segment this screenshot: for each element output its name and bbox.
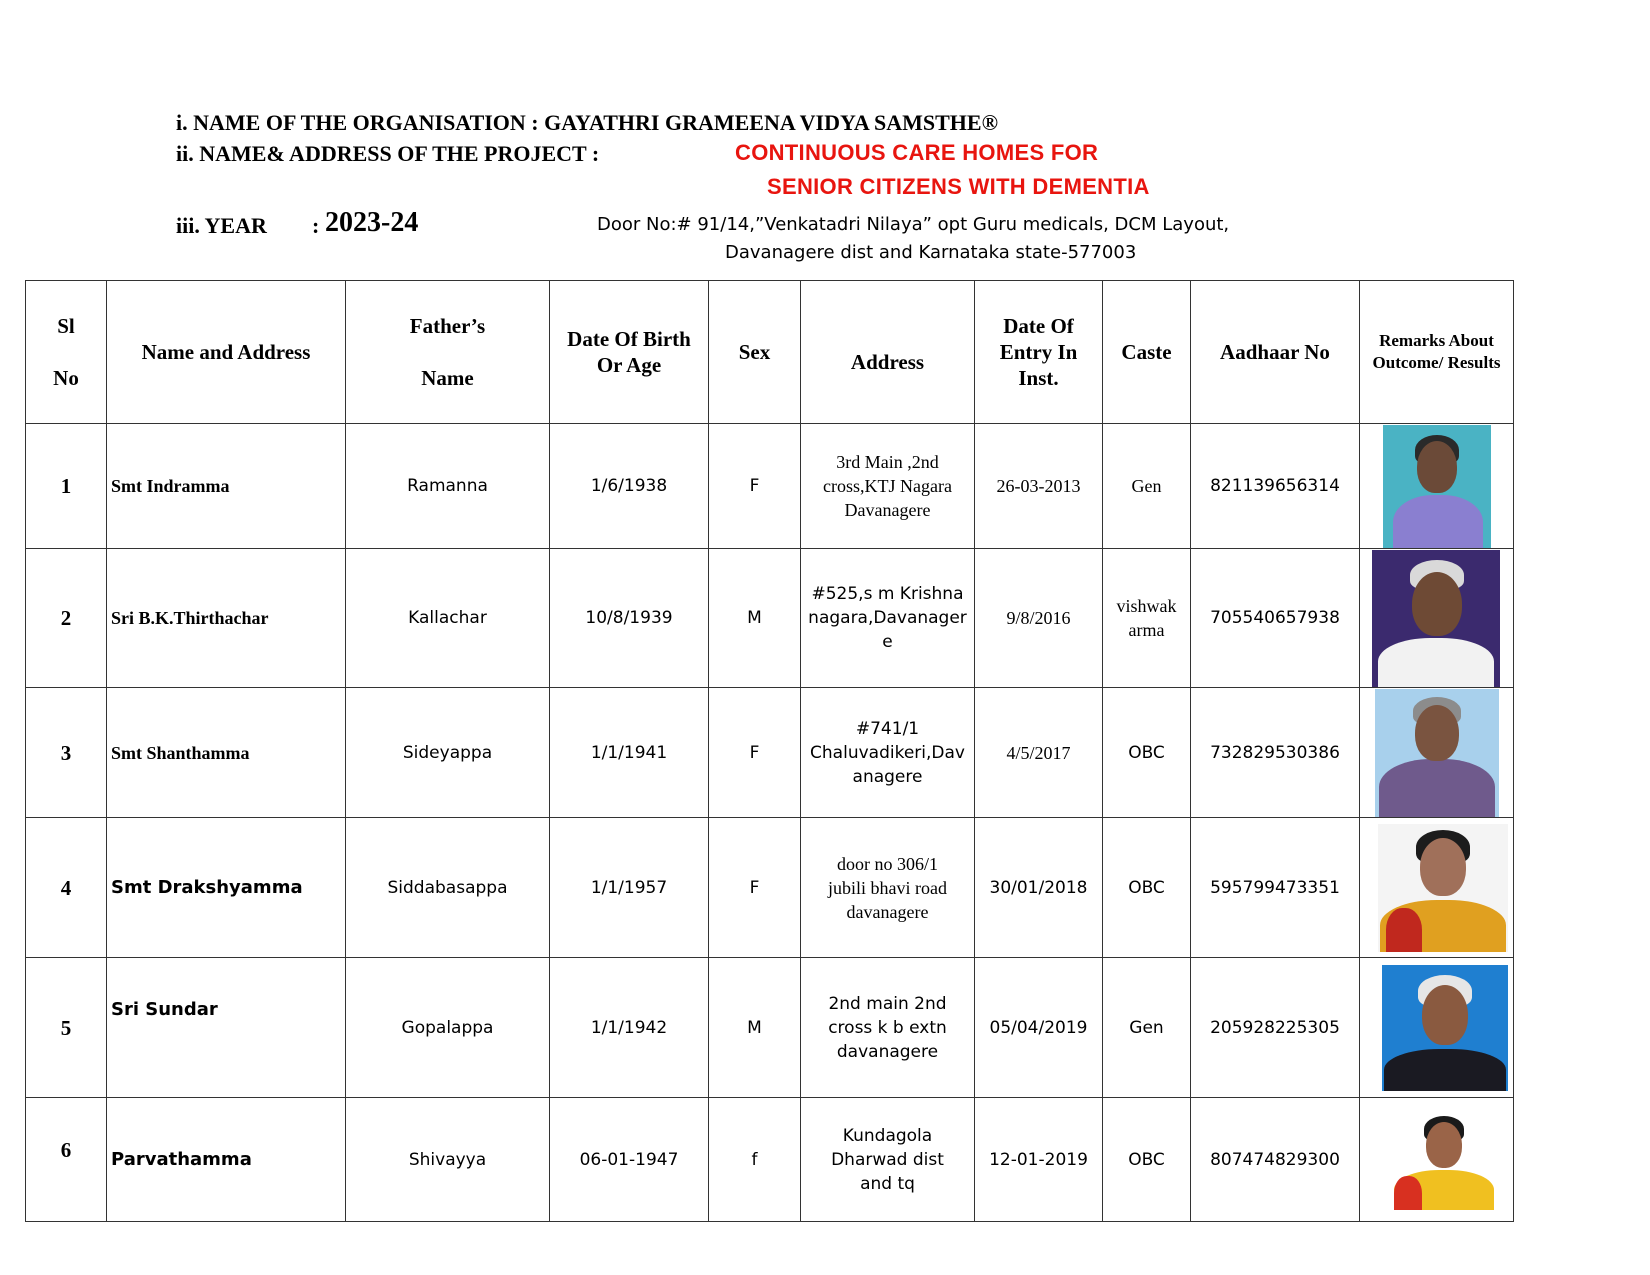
cell-caste: OBC — [1103, 818, 1191, 958]
cell-father: Siddabasappa — [346, 818, 550, 958]
cell-father: Shivayya — [346, 1098, 550, 1222]
cell-caste: Gen — [1103, 424, 1191, 549]
cell-caste: vishwak arma — [1103, 549, 1191, 688]
table-row — [26, 549, 1514, 688]
cell-aadhaar: 732829530386 — [1191, 688, 1360, 818]
cell-aadhaar: 705540657938 — [1191, 549, 1360, 688]
cell-entry-date: 4/5/2017 — [975, 688, 1103, 818]
cell-father: Kallachar — [346, 549, 550, 688]
cell-name: Sri Sundar — [107, 958, 346, 1098]
cell-aadhaar: 205928225305 — [1191, 958, 1360, 1098]
cell-remarks — [1360, 424, 1514, 549]
year-value: 2023-24 — [325, 207, 419, 238]
cell-aadhaar: 821139656314 — [1191, 424, 1360, 549]
beneficiary-table — [25, 280, 1514, 1222]
photo-elderly-woman-purple-saree — [1375, 689, 1499, 817]
photo-elderly-man-dark-shirt — [1382, 965, 1508, 1091]
cell-address: 3rd Main ,2nd cross,KTJ Nagara Davanagere — [801, 424, 975, 549]
cell-sex: F — [709, 424, 801, 549]
organisation-line: i. NAME OF THE ORGANISATION : GAYATHRI GRAMEENA VIDYA SAMSTHE® — [176, 110, 999, 135]
project-address-line1: Door No:# 91/14,”Venkatadri Nilaya” opt Guru medicals, DCM Layout, — [597, 214, 1230, 235]
year-colon: : — [312, 213, 320, 238]
cell-dob: 10/8/1939 — [550, 549, 709, 688]
photo-elderly-man-white-shirt — [1372, 550, 1500, 687]
cell-sex: M — [709, 549, 801, 688]
photo-woman-yellow-saree — [1378, 824, 1508, 952]
col-father-name: Father’s Name — [346, 281, 550, 424]
table-row — [26, 1098, 1514, 1222]
cell-name: Smt Indramma — [107, 424, 346, 549]
cell-sl: 2 — [26, 549, 107, 688]
table-header-row — [26, 281, 1514, 424]
cell-name: Smt Shanthamma — [107, 688, 346, 818]
cell-address: door no 306/1 jubili bhavi road davanagere — [801, 818, 975, 958]
cell-dob: 1/1/1942 — [550, 958, 709, 1098]
cell-entry-date: 9/8/2016 — [975, 549, 1103, 688]
cell-remarks — [1360, 958, 1514, 1098]
cell-remarks — [1360, 818, 1514, 958]
table-row — [26, 818, 1514, 958]
cell-sex: f — [709, 1098, 801, 1222]
cell-entry-date: 26-03-2013 — [975, 424, 1103, 549]
col-aadhaar: Aadhaar No — [1191, 281, 1360, 424]
cell-address: #525,s m Krishna nagara,Davanager e — [801, 549, 975, 688]
col-name-address: Name and Address — [107, 281, 346, 424]
project-name-line2: SENIOR CITIZENS WITH DEMENTIA — [767, 174, 1150, 199]
cell-sex: M — [709, 958, 801, 1098]
cell-entry-date: 30/01/2018 — [975, 818, 1103, 958]
cell-entry-date: 05/04/2019 — [975, 958, 1103, 1098]
cell-sl: 5 — [26, 958, 107, 1098]
project-label: ii. NAME& ADDRESS OF THE PROJECT : — [176, 141, 600, 166]
cell-remarks — [1360, 549, 1514, 688]
cell-sex: F — [709, 818, 801, 958]
cell-address: #741/1 Chaluvadikeri,Dav anagere — [801, 688, 975, 818]
cell-father: Ramanna — [346, 424, 550, 549]
cell-dob: 1/1/1957 — [550, 818, 709, 958]
cell-caste: Gen — [1103, 958, 1191, 1098]
col-entry-date: Date Of Entry In Inst. — [975, 281, 1103, 424]
cell-name: Sri B.K.Thirthachar — [107, 549, 346, 688]
table-row — [26, 424, 1514, 549]
cell-sl: 4 — [26, 818, 107, 958]
year-label: iii. YEAR — [176, 213, 267, 238]
cell-sl: 3 — [26, 688, 107, 818]
cell-dob: 06-01-1947 — [550, 1098, 709, 1222]
cell-sex: F — [709, 688, 801, 818]
col-address: Address — [801, 281, 975, 424]
photo-elderly-woman-blue-saree — [1383, 425, 1491, 548]
cell-caste: OBC — [1103, 688, 1191, 818]
cell-remarks — [1360, 688, 1514, 818]
col-sl-no: Sl No — [26, 281, 107, 424]
cell-address: 2nd main 2nd cross k b extn davanagere — [801, 958, 975, 1098]
photo-woman-red-yellow-saree — [1394, 1110, 1494, 1210]
table-row — [26, 688, 1514, 818]
cell-aadhaar: 807474829300 — [1191, 1098, 1360, 1222]
col-caste: Caste — [1103, 281, 1191, 424]
cell-address: Kundagola Dharwad dist and tq — [801, 1098, 975, 1222]
cell-remarks — [1360, 1098, 1514, 1222]
cell-dob: 1/1/1941 — [550, 688, 709, 818]
cell-name: Smt Drakshyamma — [107, 818, 346, 958]
cell-father: Gopalappa — [346, 958, 550, 1098]
col-sex: Sex — [709, 281, 801, 424]
cell-father: Sideyappa — [346, 688, 550, 818]
cell-name: Parvathamma — [107, 1098, 346, 1222]
project-address-line2: Davanagere dist and Karnataka state-577003 — [725, 242, 1137, 263]
cell-entry-date: 12-01-2019 — [975, 1098, 1103, 1222]
col-remarks: Remarks About Outcome/ Results — [1360, 281, 1514, 424]
project-name-line1: CONTINUOUS CARE HOMES FOR — [735, 140, 1099, 165]
cell-caste: OBC — [1103, 1098, 1191, 1222]
cell-aadhaar: 595799473351 — [1191, 818, 1360, 958]
cell-sl: 1 — [26, 424, 107, 549]
cell-dob: 1/6/1938 — [550, 424, 709, 549]
col-dob: Date Of Birth Or Age — [550, 281, 709, 424]
table-row — [26, 958, 1514, 1098]
cell-sl: 6 — [26, 1098, 107, 1222]
